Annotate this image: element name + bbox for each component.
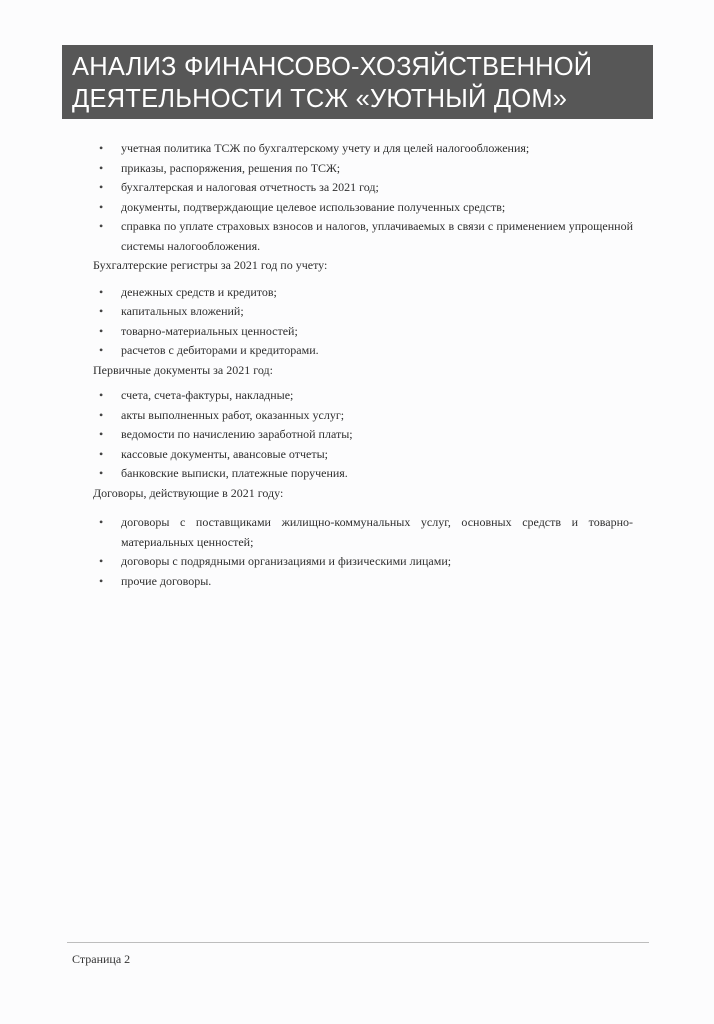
documents-list <box>93 139 633 256</box>
page-title-line-2: ДЕЯТЕЛЬНОСТИ ТСЖ «УЮТНЫЙ ДОМ» <box>72 85 568 113</box>
list-item: • капитальных вложений; <box>93 302 633 322</box>
primary-documents-list <box>93 386 633 484</box>
page-number: Страница 2 <box>72 952 131 966</box>
list-item: • ведомости по начислению заработной платы; <box>93 425 633 445</box>
list-item: • товарно-материальных ценностей; <box>93 322 633 342</box>
document-body <box>93 139 633 591</box>
primary-documents-heading: Первичные документы за 2021 год: <box>93 362 273 377</box>
list-item: • прочие договоры. <box>93 572 633 592</box>
list-item: • справка по уплате страховых взносов и налогов, уплачиваемых в связи с применением упрощенной системы налогообложения. <box>93 217 633 256</box>
list-item: • кассовые документы, авансовые отчеты; <box>93 445 633 465</box>
list-item: • банковские выписки, платежные поручения. <box>93 464 633 484</box>
list-item: • денежных средств и кредитов; <box>93 283 633 303</box>
list-item: • акты выполненных работ, оказанных услуг; <box>93 406 633 426</box>
page-title-line-1: АНАЛИЗ ФИНАНСОВО-ХОЗЯЙСТВЕННОЙ <box>72 53 593 81</box>
list-item: • документы, подтверждающие целевое использование полученных средств; <box>93 198 633 218</box>
list-item: • приказы, распоряжения, решения по ТСЖ; <box>93 159 633 179</box>
registers-heading: Бухгалтерские регистры за 2021 год по учету: <box>93 258 328 272</box>
list-item: • учетная политика ТСЖ по бухгалтерскому учету и для целей налогообложения; <box>93 139 633 159</box>
footer-divider <box>67 942 649 943</box>
list-item: • расчетов с дебиторами и кредиторами. <box>93 341 633 361</box>
list-item: • счета, счета-фактуры, накладные; <box>93 386 633 406</box>
contracts-list <box>93 513 633 591</box>
list-item: • бухгалтерская и налоговая отчетность за 2021 год; <box>93 178 633 198</box>
list-item: • договоры с поставщиками жилищно-коммунальных услуг, основных средств и товарно-материальных ценностей; <box>93 513 633 552</box>
registers-list <box>93 283 633 361</box>
contracts-heading: Договоры, действующие в 2021 году: <box>93 485 284 500</box>
title-banner <box>62 45 653 119</box>
list-item: • договоры с подрядными организациями и физическими лицами; <box>93 552 633 572</box>
